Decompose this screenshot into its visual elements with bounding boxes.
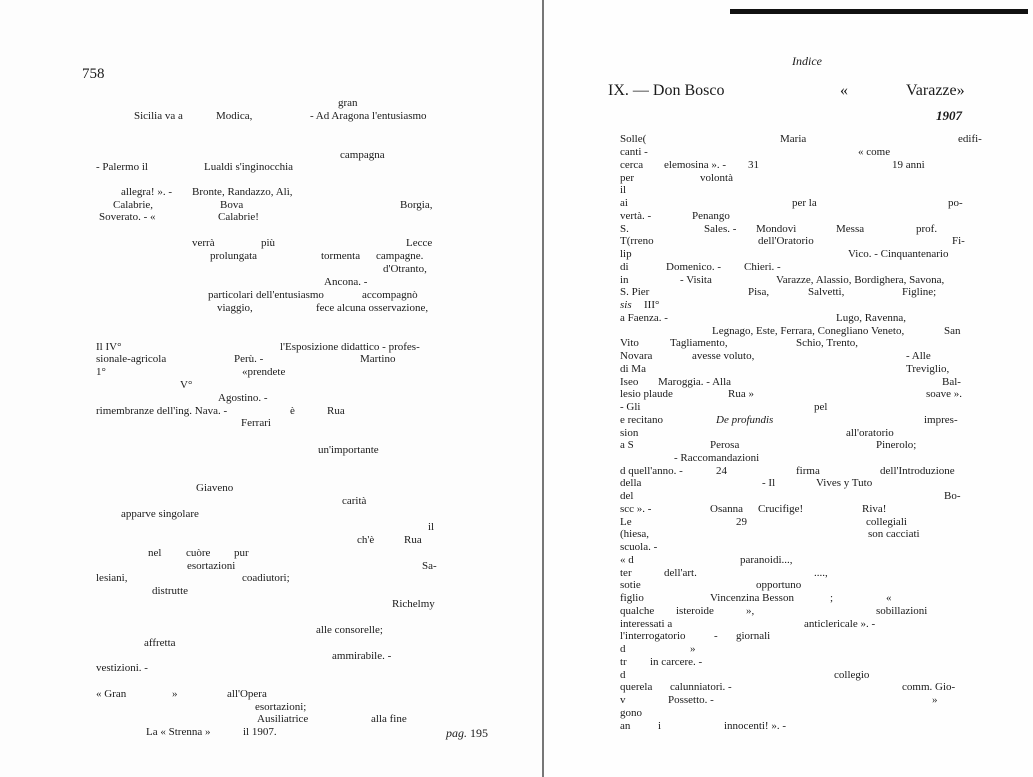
text-fragment: soave ». — [926, 388, 963, 400]
text-fragment: accompagnò — [362, 289, 418, 301]
text-fragment: » — [690, 643, 696, 655]
text-fragment: Pinerolo; — [876, 439, 917, 451]
text-fragment: collegio — [834, 669, 870, 681]
text-fragment: Lugo, Ravenna, — [836, 312, 906, 324]
text-fragment: querela — [620, 681, 653, 693]
text-fragment: scc ». - — [620, 503, 652, 515]
text-fragment: particolari dell'entusiasmo — [208, 289, 324, 301]
text-fragment: nel — [148, 547, 162, 559]
text-fragment: coadiutori; — [242, 572, 290, 584]
text-fragment: i — [658, 720, 662, 732]
text-fragment: firma — [796, 465, 820, 477]
text-fragment: pel — [814, 401, 828, 413]
text-fragment: Novara — [620, 350, 653, 362]
text-fragment: di Ma — [620, 363, 646, 375]
text-fragment: a Faenza. - — [620, 312, 668, 324]
text-fragment: campagne. — [376, 250, 424, 262]
text-fragment: rimembranze dell'ing. Nava. - — [96, 405, 228, 417]
text-fragment: lesio plaude — [620, 388, 673, 400]
text-fragment: per — [620, 172, 635, 184]
text-fragment: sionale-agricola — [96, 353, 167, 365]
text-fragment: - Ad Aragona l'entusiasmo — [310, 110, 427, 122]
page-number: 758 — [82, 66, 105, 82]
text-fragment: La « Strenna » — [146, 726, 211, 738]
text-fragment: canti - — [620, 146, 648, 158]
text-fragment: affretta — [144, 637, 176, 649]
text-fragment: innocenti! ». - — [724, 720, 787, 732]
text-fragment: Domenico. - — [666, 261, 721, 273]
page-fold — [542, 0, 544, 777]
text-fragment: Penango — [692, 210, 730, 222]
text-fragment: Ancona. - — [324, 276, 368, 288]
text-fragment: « — [886, 592, 892, 604]
text-fragment: di — [620, 261, 629, 273]
text-fragment: 19 anni — [892, 159, 925, 171]
text-fragment: sotie — [620, 579, 641, 591]
text-fragment: elemosina ». - — [664, 159, 727, 171]
text-fragment: - Raccomandazioni — [674, 452, 760, 464]
text-fragment: v — [620, 694, 626, 706]
text-fragment: della — [620, 477, 642, 489]
text-fragment: in — [620, 274, 629, 286]
text-fragment: Treviglio, — [906, 363, 950, 375]
text-fragment: fece alcuna osservazione, — [316, 302, 429, 314]
text-fragment: il — [620, 184, 627, 196]
text-fragment: Lualdi s'inginocchia — [204, 161, 294, 173]
text-fragment: Sicilia va a — [134, 110, 183, 122]
text-fragment: collegiali — [866, 516, 907, 528]
text-fragment: Rua — [327, 405, 345, 417]
text-fragment: » — [172, 688, 178, 700]
text-fragment: dell'Oratorio — [758, 235, 814, 247]
text-fragment: verrà — [192, 237, 215, 249]
text-fragment: Figline; — [902, 286, 937, 298]
text-fragment: Osanna — [710, 503, 743, 515]
text-fragment: figlio — [620, 592, 644, 604]
text-fragment: Sales. - — [704, 223, 737, 235]
text-fragment: Rua » — [728, 388, 754, 400]
text-fragment: ammirabile. - — [332, 650, 392, 662]
text-fragment: S. Pier — [620, 286, 650, 298]
text-fragment: alla fine — [371, 713, 407, 725]
text-fragment: Vico. - Cinquantenario — [848, 248, 949, 260]
text-fragment: calunniatori. - — [670, 681, 732, 693]
text-fragment: esortazioni — [187, 560, 236, 572]
text-fragment: Vives y Tuto — [816, 477, 873, 489]
text-fragment: vestizioni. - — [96, 662, 148, 674]
text-fragment: Salvetti, — [808, 286, 845, 298]
text-fragment: Calabrie! — [218, 211, 259, 223]
text-fragment: », — [746, 605, 755, 617]
chapter-guillemet: « — [840, 82, 848, 99]
text-fragment: prof. — [916, 223, 938, 235]
text-fragment: Perosa — [710, 439, 740, 451]
text-fragment: sion — [620, 427, 639, 439]
text-fragment: Vito — [620, 337, 639, 349]
text-fragment: Riva! — [862, 503, 887, 515]
right-page — [540, 0, 1033, 777]
text-fragment: d'Otranto, — [383, 263, 427, 275]
text-fragment: San — [944, 325, 961, 337]
text-fragment: isteroide — [676, 605, 714, 617]
text-fragment: ter — [620, 567, 632, 579]
text-fragment: Bal- — [942, 376, 961, 388]
text-fragment: Vincenzina Besson — [710, 592, 794, 604]
text-fragment: T(rreno — [620, 235, 654, 247]
text-fragment: - Il — [762, 477, 776, 489]
text-fragment: Calabrie, — [113, 199, 154, 211]
text-fragment: cuòre — [186, 547, 211, 559]
text-fragment: - Visita — [680, 274, 712, 286]
text-fragment: sobillazioni — [876, 605, 928, 617]
text-fragment: Agostino. - — [218, 392, 268, 404]
text-fragment: Bronte, Randazzo, Alì, — [192, 186, 293, 198]
text-fragment: Ferrari — [241, 417, 271, 429]
text-fragment: lesiani, — [96, 572, 128, 584]
text-fragment: Maria — [780, 133, 807, 145]
text-fragment: - Palermo il — [96, 161, 148, 173]
text-fragment: tormenta — [321, 250, 361, 262]
text-fragment: è — [290, 405, 295, 417]
text-fragment: d quell'anno. - — [620, 465, 683, 477]
text-fragment: son cacciati — [868, 528, 920, 540]
text-fragment: il — [428, 521, 435, 533]
text-fragment: « d — [620, 554, 634, 566]
text-fragment: comm. Gio- — [902, 681, 956, 693]
text-fragment: cerca — [620, 159, 644, 171]
text-fragment: d — [620, 669, 626, 681]
text-fragment: Borgia, — [400, 199, 433, 211]
text-fragment: Richelmy — [392, 598, 435, 610]
text-fragment: apparve singolare — [121, 508, 199, 520]
text-fragment: edifi- — [958, 133, 982, 145]
text-fragment: Chieri. - — [744, 261, 781, 273]
text-fragment: l'interrogatorio — [620, 630, 686, 642]
text-fragment: Possetto. - — [668, 694, 714, 706]
text-fragment: Soverato. - « — [99, 211, 156, 223]
text-fragment: Modica, — [216, 110, 253, 122]
text-fragment: opportuno — [756, 579, 802, 591]
text-fragment: - Gli — [620, 401, 641, 413]
text-fragment: (hiesa, — [620, 528, 650, 540]
text-fragment: - Alle — [906, 350, 931, 362]
text-fragment: distrutte — [152, 585, 189, 597]
text-fragment: 29 — [736, 516, 747, 528]
text-fragment: gono — [620, 707, 642, 719]
chapter-year: 1907 — [936, 108, 962, 123]
text-fragment: Lecce — [406, 237, 433, 249]
text-fragment: impres- — [924, 414, 958, 426]
text-fragment: all'oratorio — [846, 427, 894, 439]
text-fragment: 24 — [716, 465, 727, 477]
text-fragment: il 1907. — [243, 726, 277, 738]
text-fragment: anticlericale ». - — [804, 618, 876, 630]
text-fragment: d — [620, 643, 626, 655]
text-fragment: in carcere. - — [650, 656, 703, 668]
text-fragment: 31 — [748, 159, 759, 171]
text-fragment: Solle( — [620, 133, 647, 145]
text-fragment: viaggio, — [217, 302, 253, 314]
text-fragment: alle consorelle; — [316, 624, 383, 636]
text-fragment: paranoidi..., — [740, 554, 793, 566]
text-fragment: pur — [234, 547, 249, 559]
text-fragment: l'Esposizione didattico - profes- — [280, 341, 420, 353]
text-fragment: III° — [644, 299, 660, 311]
text-fragment: dell'Introduzione — [880, 465, 955, 477]
text-fragment: Ausiliatrice — [257, 713, 309, 725]
text-fragment: Iseo — [620, 376, 639, 388]
text-fragment: Varazze, Alassio, Bordighera, Savona, — [776, 274, 945, 286]
text-fragment: tr — [620, 656, 627, 668]
text-fragment: De profundis — [716, 414, 774, 426]
text-fragment: « Gran — [96, 688, 127, 700]
text-fragment: più — [261, 237, 276, 249]
text-fragment: ai — [620, 197, 628, 209]
text-fragment: «prendete — [242, 366, 286, 378]
text-fragment: Crucifige! — [758, 503, 804, 515]
text-fragment: Legnago, Este, Ferrara, Conegliano Veneto, — [712, 325, 905, 337]
page-reference-number: 195 — [470, 726, 488, 740]
text-fragment: gran — [338, 97, 358, 109]
text-fragment: ; — [830, 592, 834, 604]
text-fragment: Giaveno — [196, 482, 234, 494]
text-fragment: prolungata — [210, 250, 258, 262]
text-fragment: per la — [792, 197, 817, 209]
text-fragment: volontà — [700, 172, 733, 184]
text-fragment: scuola. - — [620, 541, 658, 553]
text-fragment: Il IV° — [96, 341, 122, 353]
running-header: Indice — [792, 54, 822, 68]
text-fragment: Mondovì — [756, 223, 797, 235]
text-fragment: esortazioni; — [255, 701, 307, 713]
text-fragment: Messa — [836, 223, 865, 235]
text-fragment: all'Opera — [227, 688, 267, 700]
text-fragment: ch'è — [357, 534, 375, 546]
text-fragment: carità — [342, 495, 367, 507]
text-fragment: avesse voluto, — [692, 350, 755, 362]
text-fragment: Sa- — [422, 560, 437, 572]
text-fragment: Rua — [404, 534, 422, 546]
text-fragment: » — [932, 694, 938, 706]
chapter-place: Varazze» — [906, 82, 965, 99]
text-fragment: S. — [620, 223, 629, 235]
text-fragment: Le — [620, 516, 632, 528]
text-fragment: giornali — [736, 630, 771, 642]
text-fragment: un'importante — [318, 444, 379, 456]
text-fragment: 1° — [96, 366, 106, 378]
text-fragment: Schio, Trento, — [796, 337, 859, 349]
text-fragment: an — [620, 720, 631, 732]
text-fragment: del — [620, 490, 634, 502]
text-fragment: « come — [858, 146, 891, 158]
text-fragment: Perù. - — [234, 353, 264, 365]
text-fragment: Fi- — [952, 235, 965, 247]
text-fragment: campagna — [340, 149, 385, 161]
text-fragment: interessati a — [620, 618, 673, 630]
text-fragment: Martino — [360, 353, 396, 365]
text-fragment: dell'art. — [664, 567, 697, 579]
text-fragment: sis — [620, 299, 632, 311]
text-fragment: po- — [948, 197, 963, 209]
top-rule — [730, 9, 1028, 14]
text-fragment: vertà. - — [620, 210, 652, 222]
text-fragment: ...., — [814, 567, 828, 579]
text-fragment: Pisa, — [748, 286, 770, 298]
text-fragment: a S — [620, 439, 634, 451]
text-fragment: allegra! ». - — [121, 186, 172, 198]
text-fragment: Bova — [220, 199, 244, 211]
text-fragment: V° — [180, 379, 193, 391]
text-fragment: Tagliamento, — [670, 337, 728, 349]
text-fragment: lip — [620, 248, 632, 260]
text-fragment: Bo- — [944, 490, 961, 502]
text-fragment: qualche — [620, 605, 655, 617]
page-reference — [446, 726, 488, 741]
text-fragment: e recitano — [620, 414, 664, 426]
page-reference-label: pag. — [446, 726, 467, 740]
chapter-title: IX. — Don Bosco — [608, 82, 725, 99]
text-fragment: - — [714, 630, 718, 642]
text-fragment: Maroggia. - Alla — [658, 376, 732, 388]
